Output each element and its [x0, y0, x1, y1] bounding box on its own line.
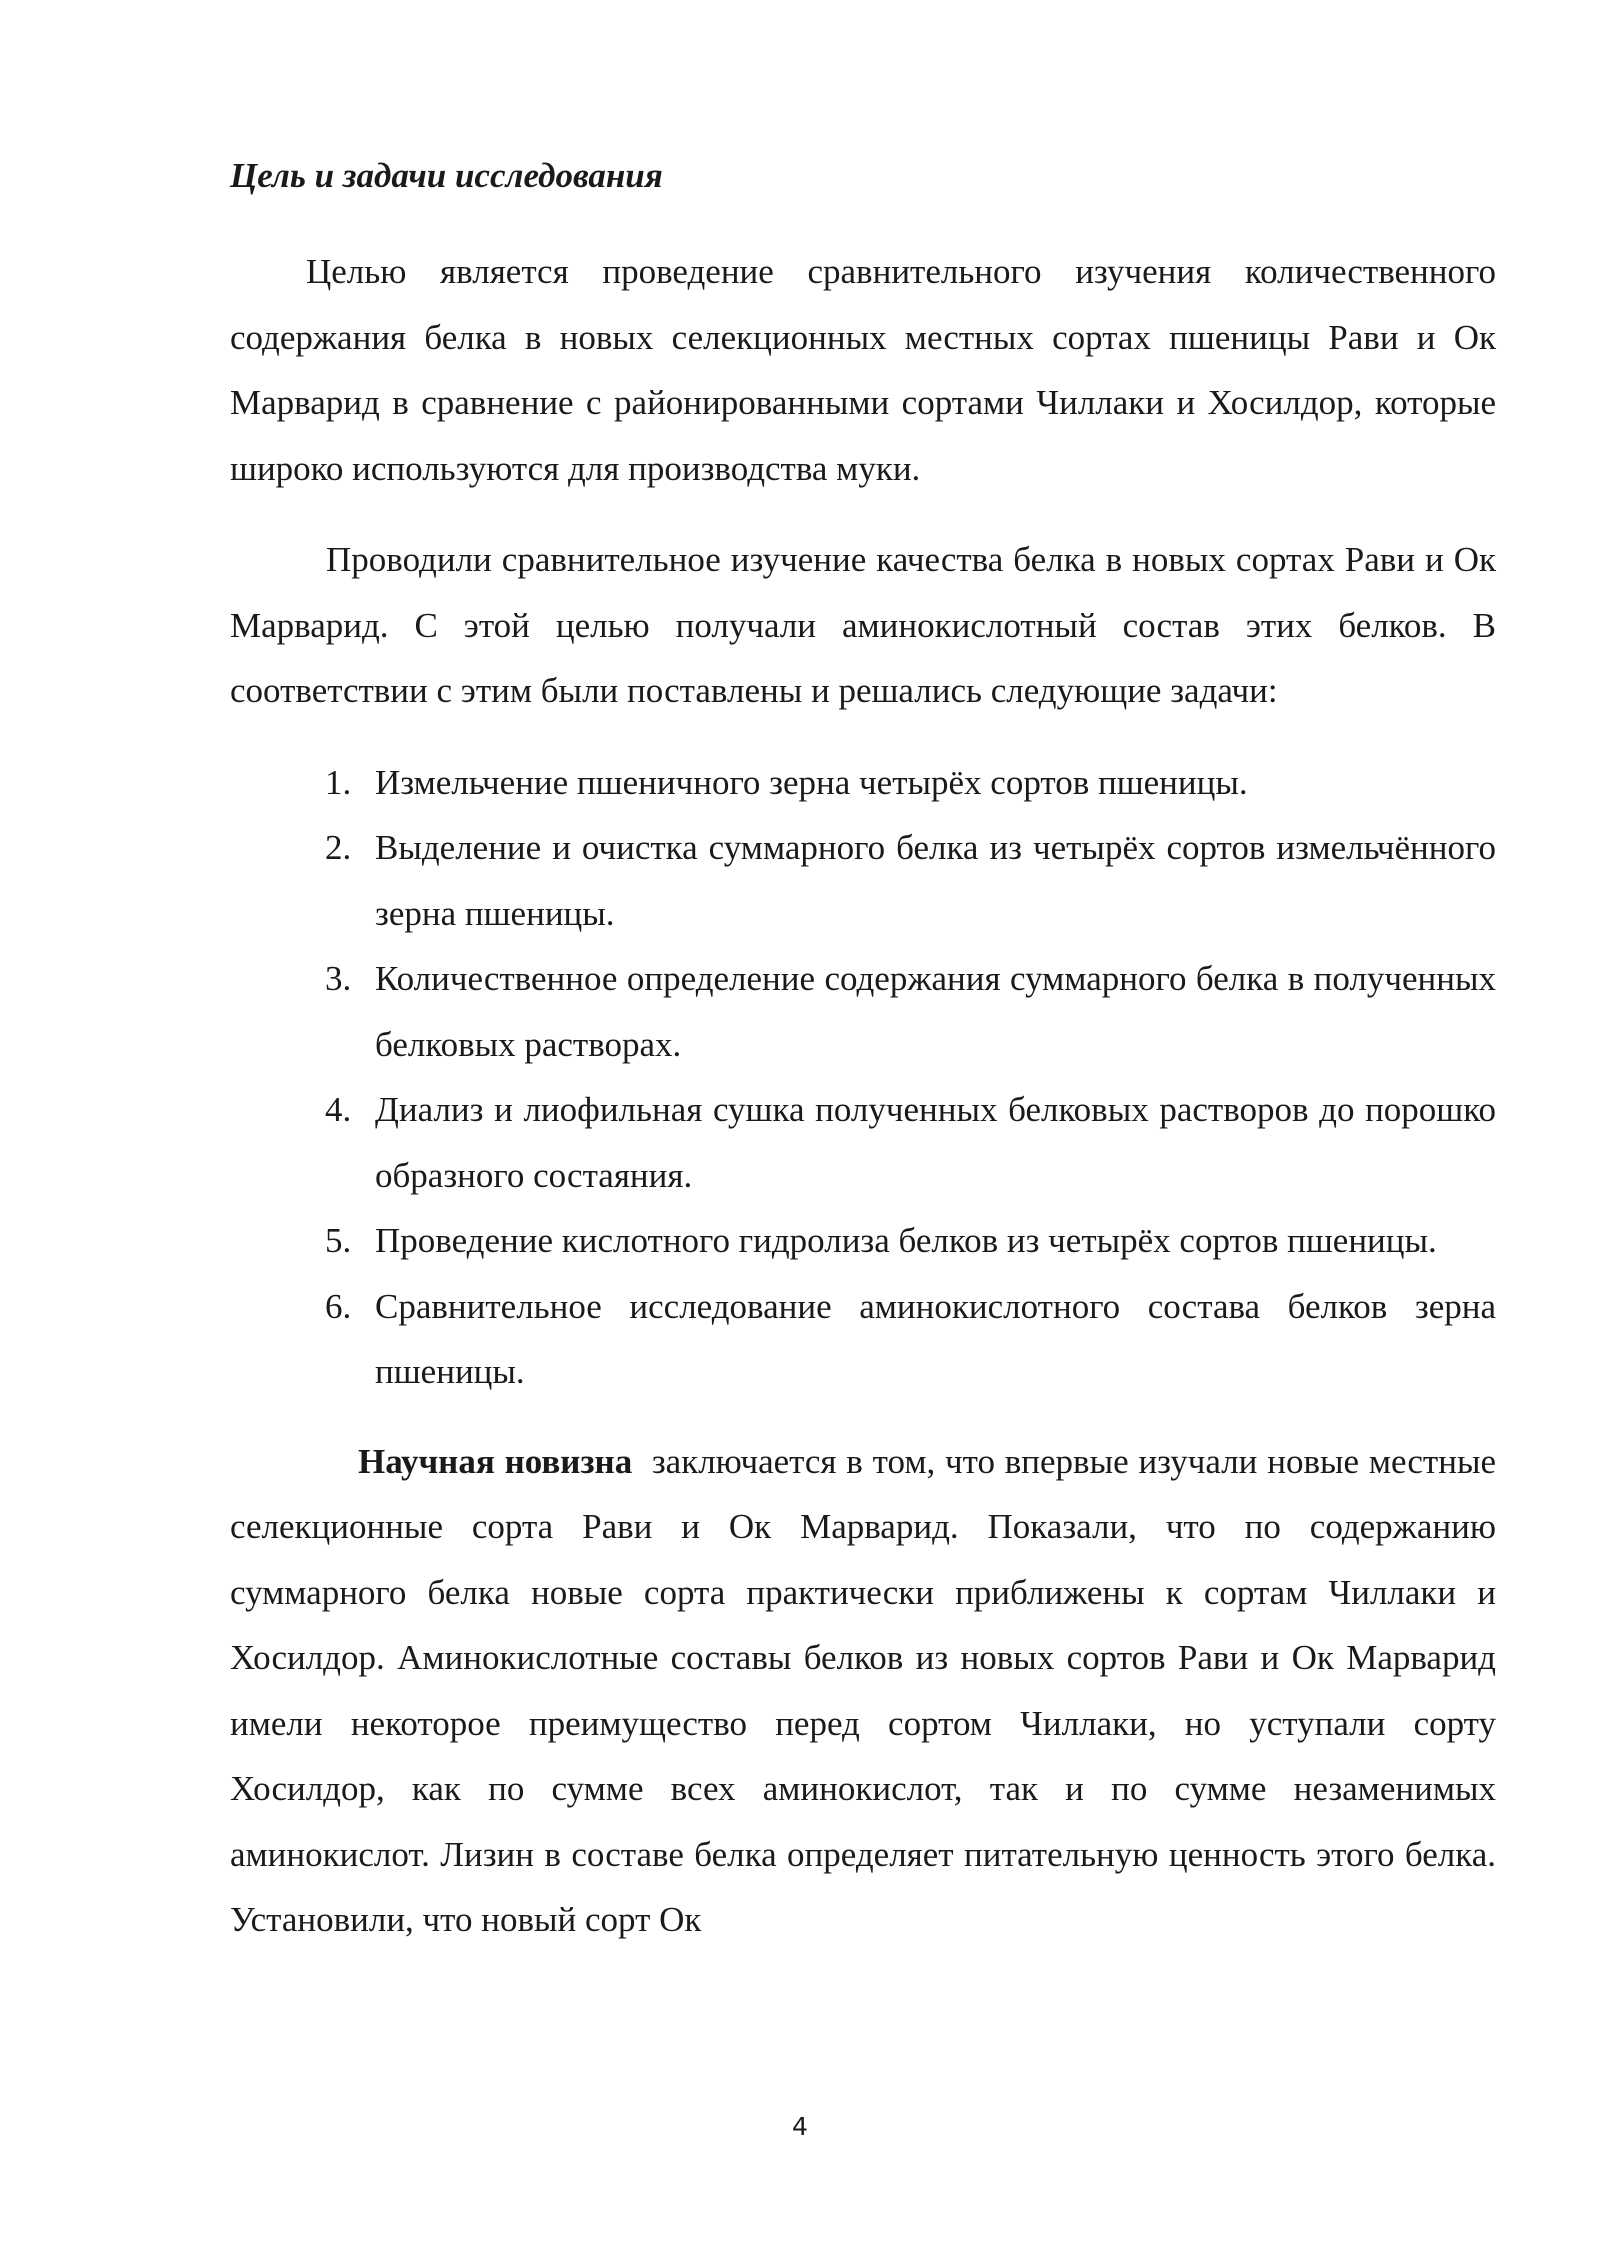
page-number: 4 [792, 2112, 808, 2141]
section-heading: Цель и задачи исследования [230, 156, 663, 195]
list-item [230, 1208, 1496, 1274]
list-item-number: 5. [325, 1221, 352, 1260]
list-item [230, 946, 1496, 1077]
list-item [230, 815, 1496, 946]
list-item-text: Количественное определение содержания суммарного белка в полученных белковых растворах. [375, 959, 1496, 1064]
list-item-text: Измельчение пшеничного зерна четырёх сортов пшеницы. [375, 762, 1248, 802]
list-item [230, 1077, 1496, 1208]
list-item-text: Сравнительное исследование аминокислотного состава белков зерна пшеницы. [375, 1286, 1496, 1391]
task-list [230, 750, 1496, 1405]
novelty-label: Научная новизна [358, 1441, 633, 1481]
list-item-number: 1. [325, 762, 352, 802]
list-item [230, 750, 1496, 816]
page-content [230, 140, 1496, 1953]
novelty-paragraph [230, 1429, 1496, 1953]
list-item-number: 3. [325, 959, 352, 998]
list-item-text: Диализ и лиофильная сушка полученных белковых растворов до порошко образного состаяния. [375, 1090, 1496, 1195]
goal-paragraph: Целью является проведение сравнительного изучения количественного содержания белка в новых селекционных местных сортах пшеницы Рави и Ок Марварид в сравнение с районированными сортами Чиллаки и Хосилдор, которые широко используются для производства муки. [230, 252, 1496, 488]
list-item-text: Проведение кислотного гидролиза белков из четырёх сортов пшеницы. [375, 1221, 1437, 1260]
novelty-text: заключается в том, что впервые изучали новые местные селекционные сорта Рави и Ок Марварид. Показали, что по содержанию суммарного белка новые сорта практически приближены к сортам Чиллаки и Хосилдор. Аминокислотные составы белков из новых сортов Рави и Ок Марварид имели некоторое преимущество перед сортом Чиллаки, но уступали сорту Хосилдор, как по сумме всех аминокислот, так и по сумме незаменимых аминокислот. Лизин в составе белка определяет питательную ценность этого белка. Установили, что новый сорт Ок [230, 1441, 1496, 1939]
list-item-number: 6. [325, 1286, 352, 1326]
method-paragraph: Проводили сравнительное изучение качества белка в новых сортах Рави и Ок Марварид. С этой целью получали аминокислотный состав этих белков. В соответствии с этим были поставлены и решались следующие задачи: [230, 540, 1496, 710]
list-item-number: 4. [325, 1090, 352, 1129]
list-item-number: 2. [325, 828, 352, 867]
list-item [230, 1274, 1496, 1405]
list-item-text: Выделение и очистка суммарного белка из четырёх сортов измельчённого зерна пшеницы. [375, 828, 1496, 933]
